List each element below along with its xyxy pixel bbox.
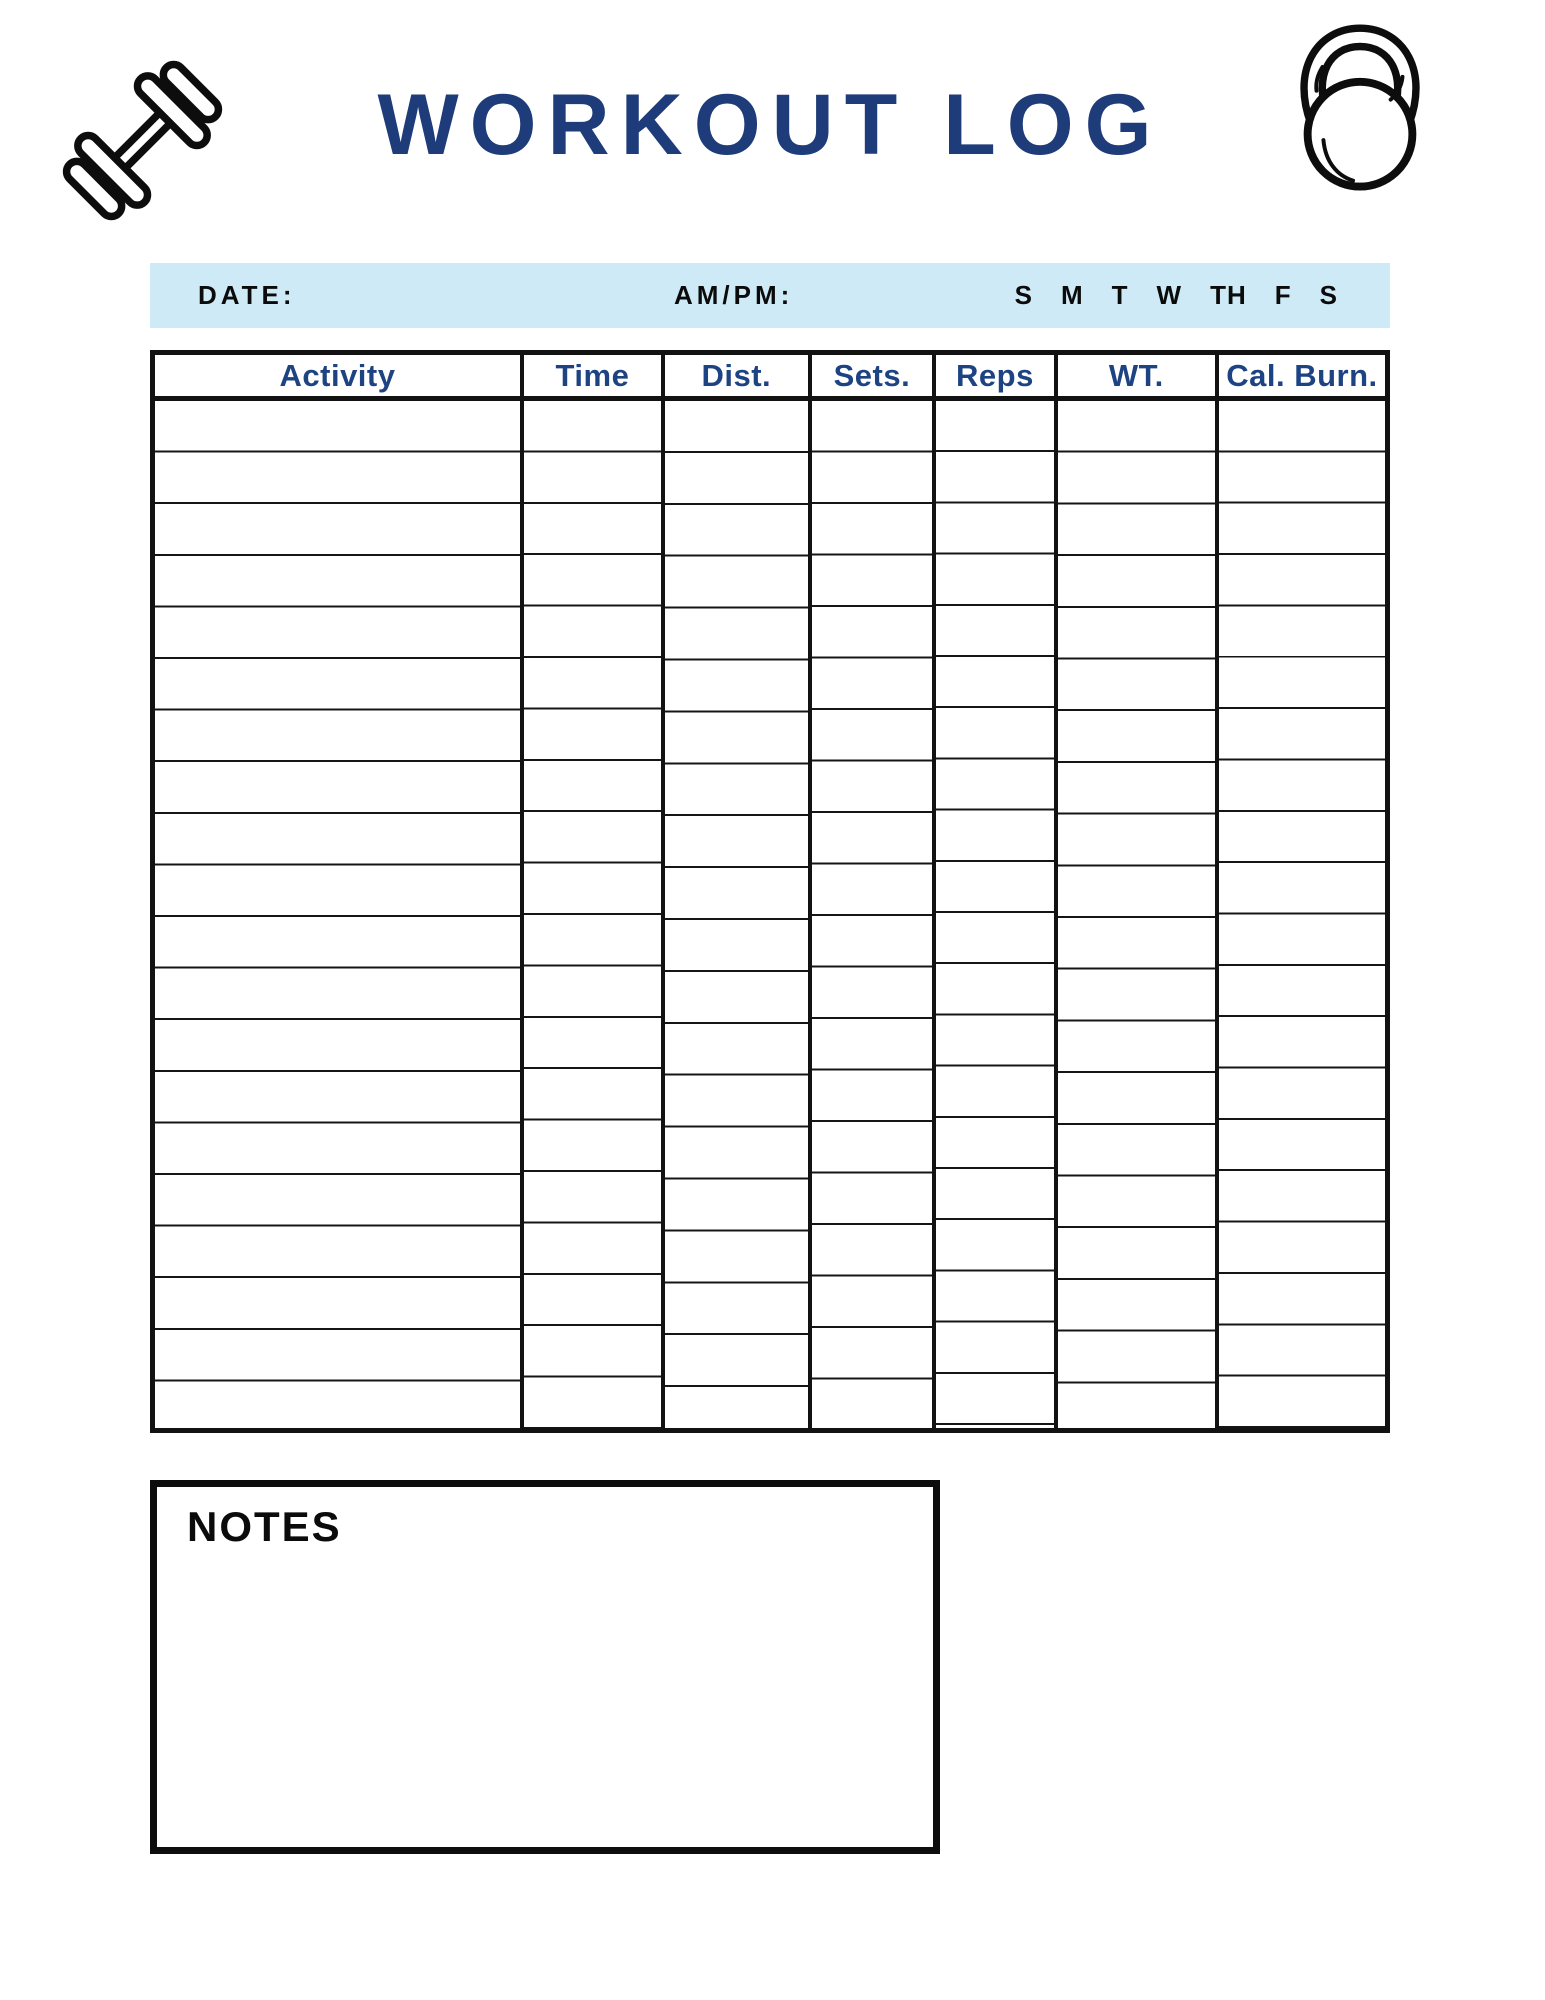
- column-header: WT.: [1058, 355, 1219, 396]
- ampm-label: AM/PM:: [674, 280, 794, 310]
- table-column: [1219, 401, 1385, 1428]
- table-column: [155, 401, 524, 1428]
- column-header: Activity: [155, 355, 524, 396]
- weekday-letter: T: [1111, 280, 1129, 310]
- page-title: WORKOUT LOG: [377, 77, 1163, 173]
- workout-table: [150, 350, 1390, 1433]
- weekday-letter: F: [1274, 280, 1292, 310]
- weekday-letters: [1015, 263, 1338, 328]
- info-bar: [150, 263, 1390, 328]
- table-column: [665, 401, 812, 1428]
- column-header: Dist.: [665, 355, 812, 396]
- weekday-letter: TH: [1210, 280, 1247, 310]
- kettlebell-icon: [1276, 22, 1444, 197]
- table-column: [1058, 401, 1219, 1428]
- table-body: [155, 401, 1385, 1428]
- table-header-row: [155, 355, 1385, 401]
- column-header: Sets.: [812, 355, 936, 396]
- table-column: [812, 401, 936, 1428]
- weekday-letter: S: [1014, 280, 1033, 310]
- table-column: [936, 401, 1058, 1428]
- table-column: [524, 401, 665, 1428]
- notes-label: NOTES: [187, 1503, 342, 1550]
- column-header: Time: [524, 355, 665, 396]
- date-label: DATE:: [198, 280, 296, 310]
- weekday-letter: W: [1156, 280, 1183, 310]
- weekday-letter: M: [1060, 280, 1084, 310]
- column-header: Reps: [936, 355, 1058, 396]
- weekday-letter: S: [1319, 280, 1338, 310]
- column-header: Cal. Burn.: [1226, 357, 1378, 393]
- notes-box: [150, 1480, 940, 1854]
